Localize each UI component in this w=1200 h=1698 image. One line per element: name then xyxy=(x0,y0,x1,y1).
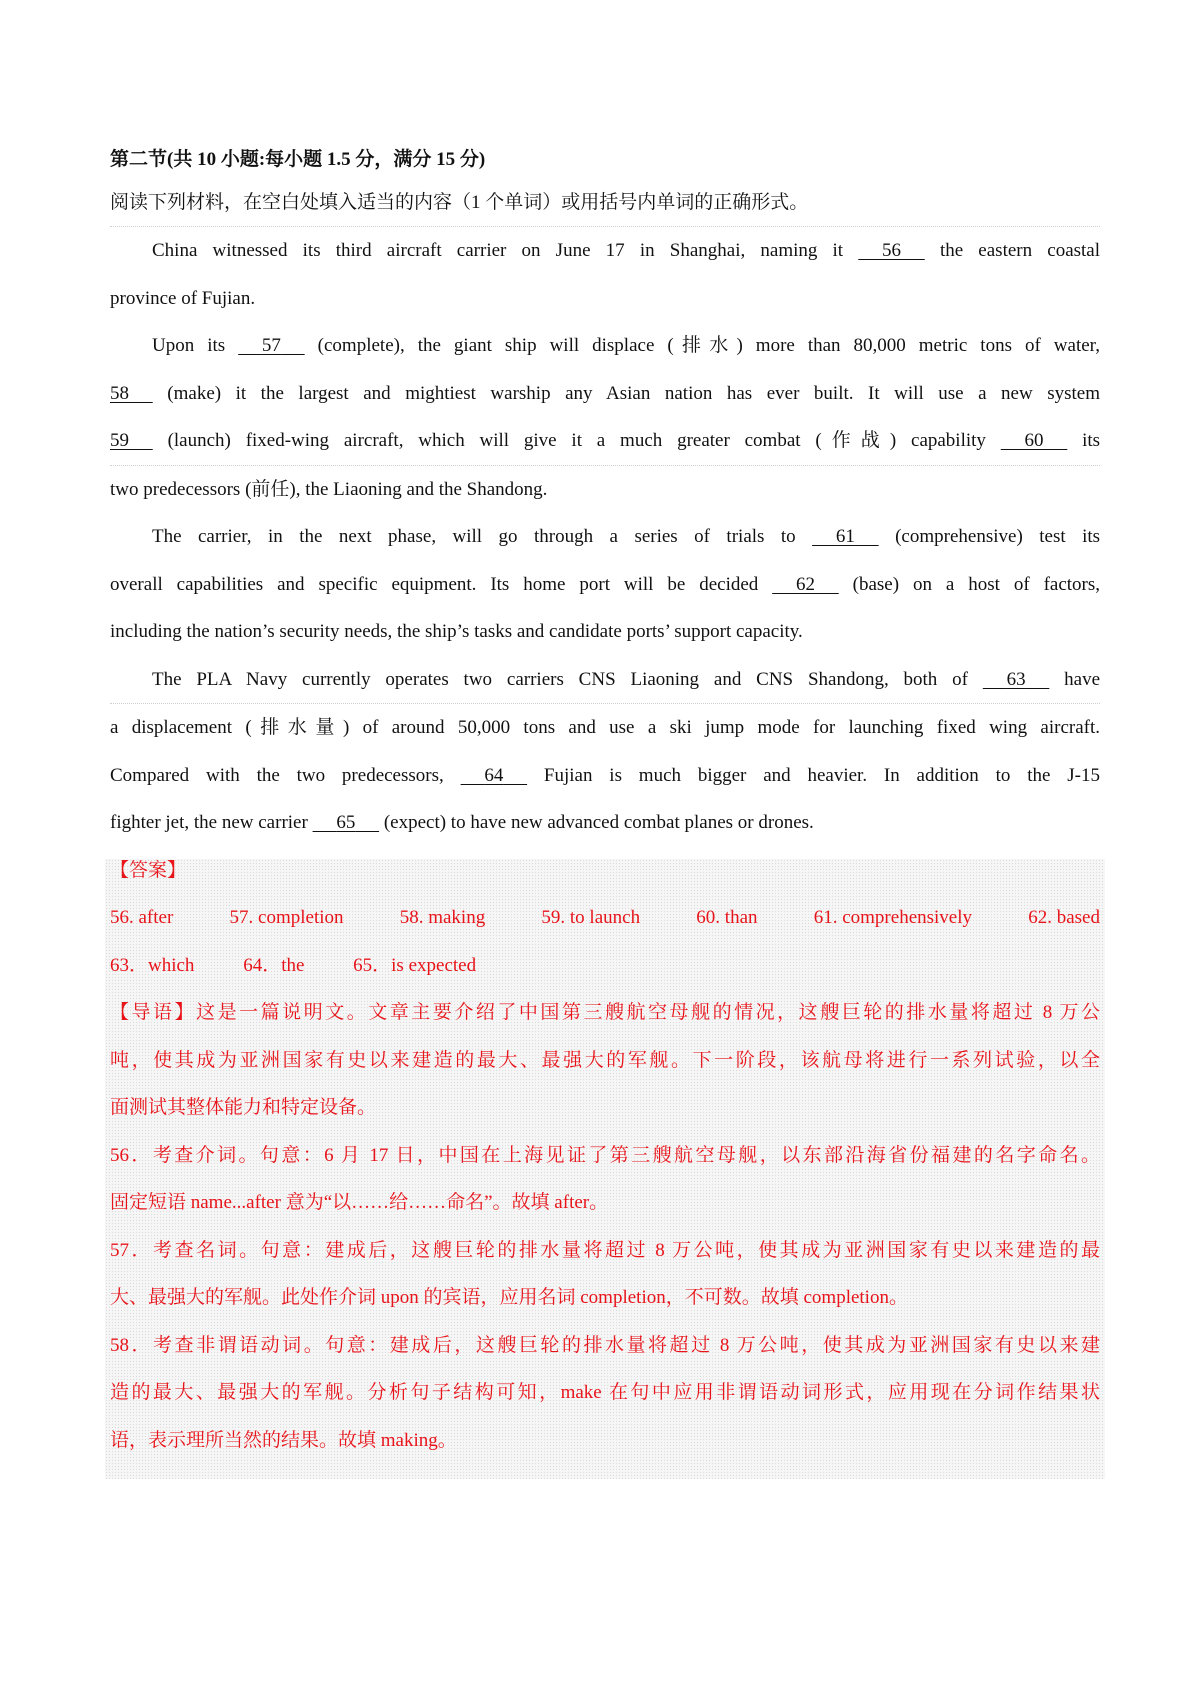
blank-58: 58 xyxy=(110,382,129,404)
answer-62: 62. based xyxy=(1028,907,1100,928)
passage-line: overall capabilities and specific equipment. Its home port will be decided 62 (base) on a host of factors, xyxy=(110,561,1100,609)
answer-63: 63．which xyxy=(110,954,195,976)
passage-line: two predecessors (前任), the Liaoning and the Shandong. xyxy=(110,478,548,500)
passage-line: a displacement (排水量) of around 50,000 tons and use a ski jump mode for launching fixed wing aircraft. xyxy=(110,717,1100,738)
answer-row-2 xyxy=(110,942,1100,990)
guide-text: 吨，使其成为亚洲国家有史以来建造的最大、最强大的军舰。下一阶段，该航母将进行一系列试验，以全 xyxy=(110,1049,1100,1071)
passage-line: Upon its 57 (complete), the giant ship will displace (排水) more than 80,000 metric tons of water, xyxy=(110,322,1100,370)
blank-61: 61 xyxy=(835,526,855,547)
explanation-57: 大、最强大的军舰。此处作介词 upon 的宾语，应用名词 completion，不可数。故填 completion。 xyxy=(110,1287,908,1308)
explanation-58: 语，表示理所当然的结果。故填 making。 xyxy=(110,1429,457,1451)
answer-65: 65．is expected xyxy=(353,954,477,976)
explanation-56: 固定短语 name...after 意为“以……给……命名”。故填 after。 xyxy=(110,1192,609,1213)
blank-64: 64 xyxy=(484,764,504,786)
passage-line: The carrier, in the next phase, will go through a series of trials to 61 (comprehensive) test its xyxy=(110,513,1100,561)
blank-59: 59 xyxy=(110,430,129,451)
blank-60: 60 xyxy=(1024,430,1044,451)
blank-63: 63 xyxy=(1006,668,1026,690)
answer-59: 59. to launch xyxy=(541,907,641,928)
answer-57: 57. completion xyxy=(229,907,344,928)
section-heading: 第二节(共 10 小题:每小题 1.5 分，满分 15 分) xyxy=(110,149,486,170)
guide-text: 【导语】这是一篇说明文。文章主要介绍了中国第三艘航空母舰的情况，这艘巨轮的排水量将超过 8 万公 xyxy=(110,1002,1100,1023)
passage-line: 59 (launch) fixed-wing aircraft, which will give it a much greater combat (作战) capability 60 its xyxy=(110,417,1100,466)
answer-row-1 xyxy=(110,894,1100,942)
passage-line: including the nation’s security needs, the ship’s tasks and candidate ports’ support capacity. xyxy=(110,621,803,642)
answer-60: 60. than xyxy=(696,907,758,928)
passage-line: The PLA Navy currently operates two carriers CNS Liaoning and CNS Shandong, both of 63 have xyxy=(110,656,1100,705)
blank-62: 62 xyxy=(795,573,815,595)
explanation-58: 58．考查非谓语动词。句意：建成后，这艘巨轮的排水量将超过 8 万公吨，使其成为亚洲国家有史以来建 xyxy=(110,1334,1100,1356)
passage-line: province of Fujian. xyxy=(110,287,256,309)
answer-61: 61. comprehensively xyxy=(813,907,973,928)
blank-65: 65 xyxy=(336,812,356,833)
explanation-58: 造的最大、最强大的军舰。分析句子结构可知，make 在句中应用非谓语动词形式，应用现在分词作结果状 xyxy=(110,1382,1100,1403)
explanation-57: 57．考查名词。句意：建成后，这艘巨轮的排水量将超过 8 万公吨，使其成为亚洲国家有史以来建造的最 xyxy=(110,1239,1100,1261)
answer-64: 64．the xyxy=(243,954,305,976)
guide-text: 面测试其整体能力和特定设备。 xyxy=(110,1097,377,1118)
passage-line: 58 (make) it the largest and mightiest warship any Asian nation has ever built. It will use a new system xyxy=(110,370,1100,418)
passage-line: Compared with the two predecessors, 64 Fujian is much bigger and heavier. In addition to the J-15 xyxy=(110,752,1100,800)
document-page xyxy=(110,140,1100,1464)
answer-56: 56. after xyxy=(110,907,174,928)
blank-56: 56 xyxy=(882,240,902,261)
answer-label: 【答案】 xyxy=(110,858,187,881)
passage-line: China witnessed its third aircraft carrier on June 17 in Shanghai, naming it 56 the eastern coastal xyxy=(110,227,1100,275)
instruction-text: 阅读下列材料，在空白处填入适当的内容（1 个单词）或用括号内单词的正确形式。 xyxy=(110,180,1100,227)
blank-57: 57 xyxy=(261,335,281,356)
answer-58: 58. making xyxy=(399,907,486,928)
passage-line: fighter jet, the new carrier 65 (expect) to have new advanced combat planes or drones. xyxy=(110,799,1100,847)
explanation-56: 56．考查介词。句意：6 月 17 日，中国在上海见证了第三艘航空母舰，以东部沿海省份福建的名字命名。 xyxy=(110,1144,1100,1166)
